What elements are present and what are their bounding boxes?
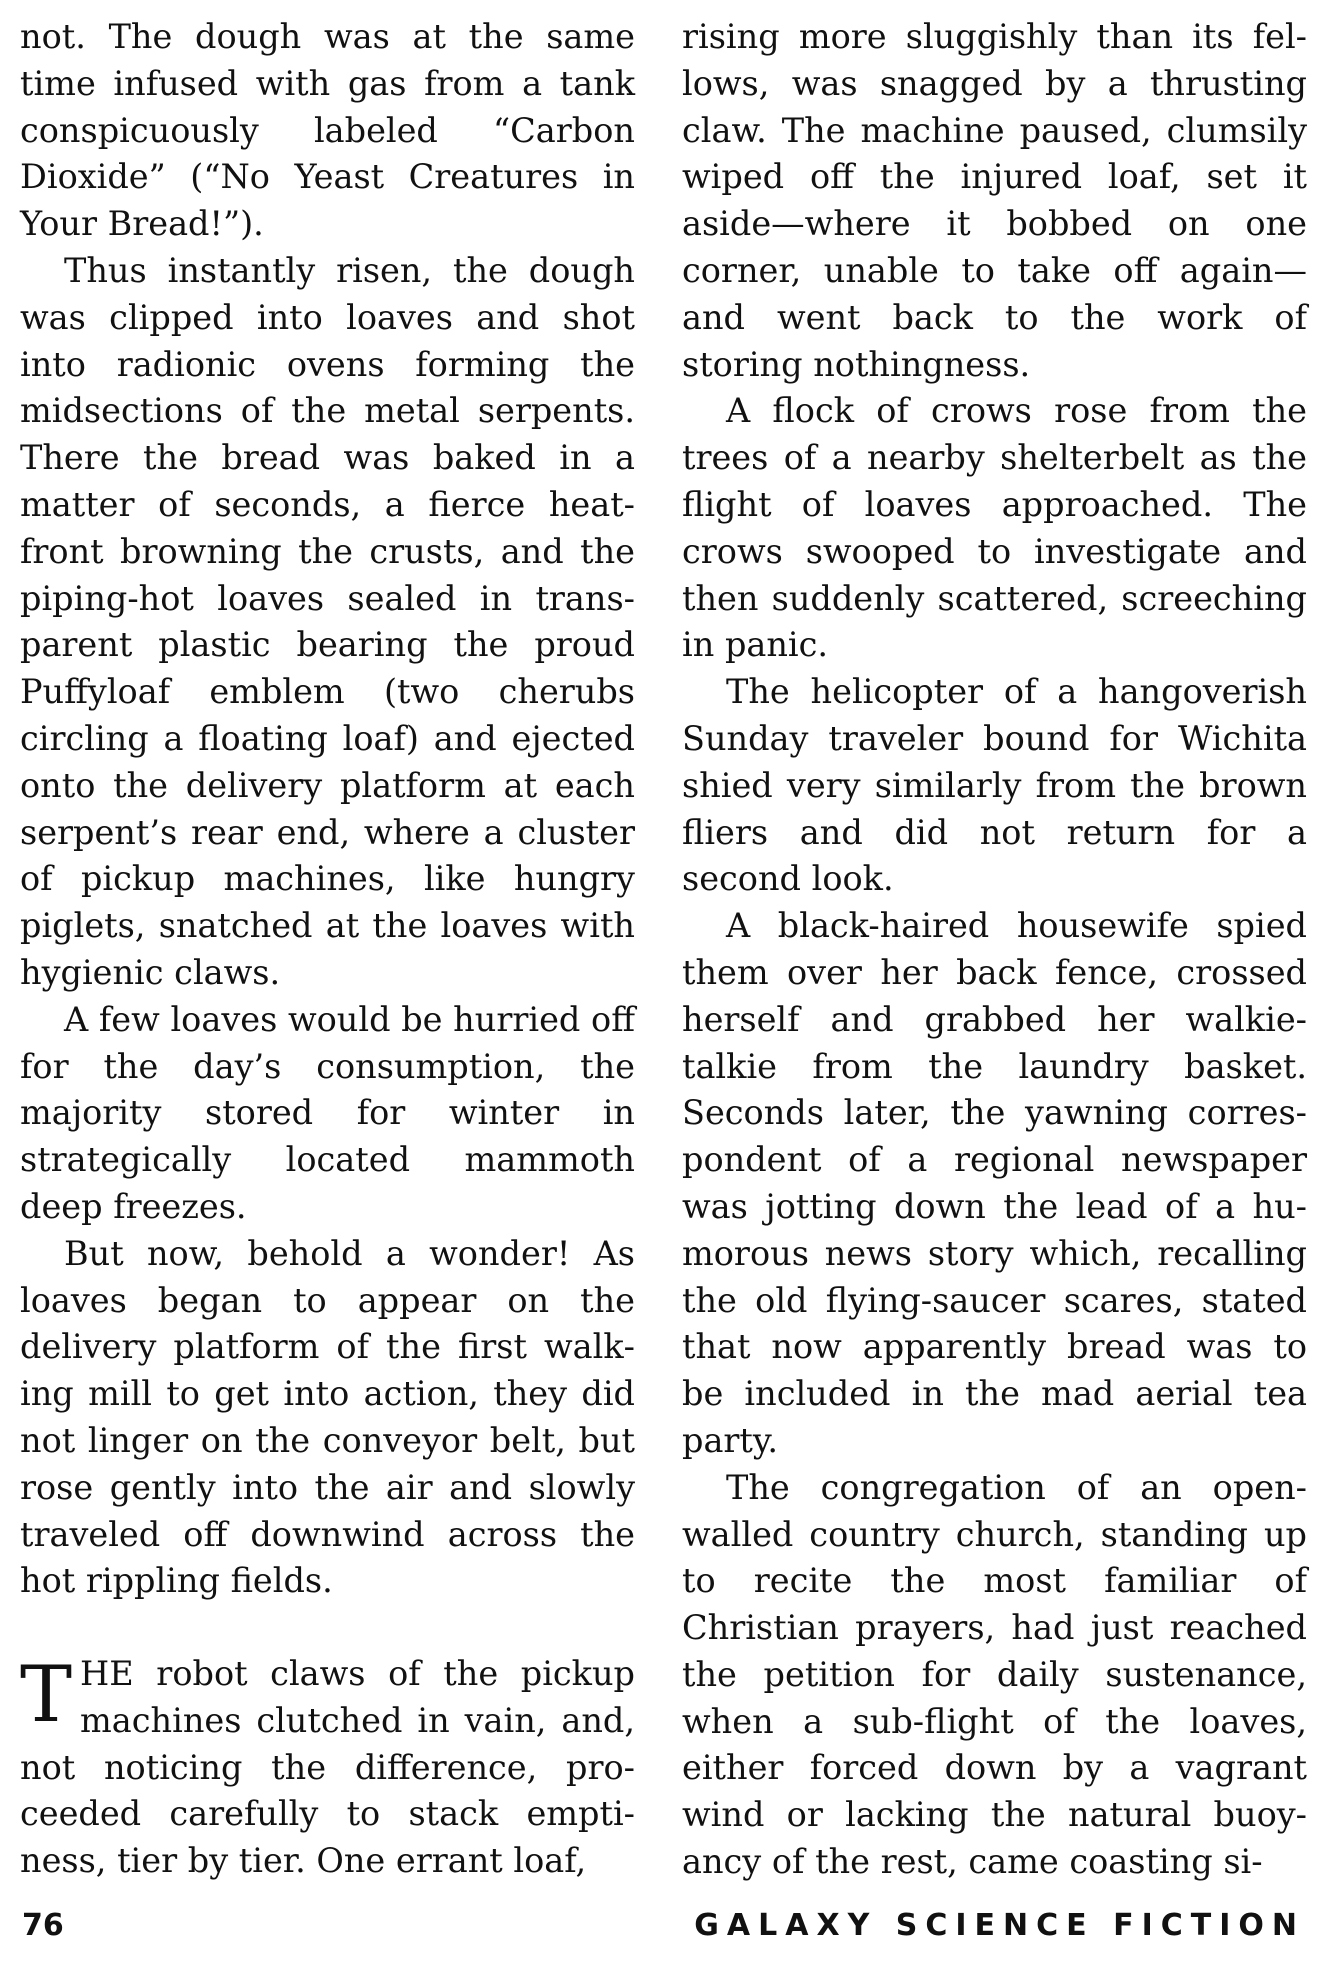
paragraph: not. The dough was at the same time infused with gas from a tank conspicuously labeled “Carbon Dioxide” (“No Yeast Creatures in Your Bread!”). bbox=[20, 17, 635, 244]
paragraph: rising more sluggishly than its fellows, was snagged by a thrusting claw. The machine paused, clumsily wiped off the injured loaf, set it aside—where it bobbed on one corner, unable to take off again—and went back to the work of storing nothingness. bbox=[682, 17, 1307, 384]
lead-in-word: HE bbox=[80, 1654, 134, 1694]
paragraph: The congregation of an open-walled country church, standing up to recite the most familiar of Christian prayers, had just reached the petition for daily sustenance, when a sub-flight of the loaves, either forced down by a vagrant wind or lacking the natural buoyancy of the rest, came coasting si- bbox=[682, 1467, 1307, 1882]
paragraph: Thus instantly risen, the dough was clipped into loaves and shot into radionic ovens forming the midsections of the metal serpents. There the bread was baked in a matter of seconds, a fierce heat-front browning the crusts, and the piping-hot loaves sealed in transparent plastic bearing the proud Puffyloaf emblem (two cherubs circling a floating loaf) and ejected onto the delivery platform at each serpent’s rear end, where a cluster of pickup machines, like hungry piglets, snatched at the loaves with hygienic claws. bbox=[20, 250, 635, 992]
page-number: 76 bbox=[22, 1908, 64, 1943]
running-title: GALAXY SCIENCE FICTION bbox=[694, 1908, 1305, 1943]
paragraph: The helicopter of a hangoverish Sunday traveler bound for Wichita shied very similarly from the brown fliers and did not return for a second look. bbox=[682, 672, 1307, 899]
paragraph: A few loaves would be hurried off for the day’s consumption, the majority stored for winter in strategically located mammoth deep freezes. bbox=[20, 999, 635, 1226]
section-break bbox=[20, 1605, 635, 1651]
paragraph: But now, behold a wonder! As loaves began to appear on the delivery platform of the first walking mill to get into action, they did not linger on the conveyor belt, but rose gently into the air and slowly traveled off downwind across the hot rippling fields. bbox=[20, 1233, 635, 1601]
paragraph: A black-haired housewife spied them over her back fence, crossed herself and grabbed her walkie-talkie from the laundry basket. Seconds later, the yawning correspondent of a regional newspaper was jotting down the lead of a humorous news story which, recalling the old flying-saucer scares, stated that now apparently bread was to be included in the mad aerial tea party. bbox=[682, 906, 1307, 1460]
paragraph: A flock of crows rose from the trees of a nearby shelterbelt as the flight of loaves approached. The crows swooped to investigate and then suddenly scattered, screeching in panic. bbox=[682, 391, 1307, 665]
page-footer bbox=[0, 1908, 1327, 1958]
right-column bbox=[682, 14, 1307, 1886]
left-column bbox=[20, 14, 635, 1885]
drop-cap: T bbox=[20, 1650, 73, 1741]
paragraph-text: robot claws of the pickup machines clutched in vain, and, not noticing the difference, proceeded carefully to stack emptiness, tier by tier. One errant loaf, bbox=[20, 1654, 635, 1881]
section-opening-paragraph bbox=[20, 1651, 635, 1885]
